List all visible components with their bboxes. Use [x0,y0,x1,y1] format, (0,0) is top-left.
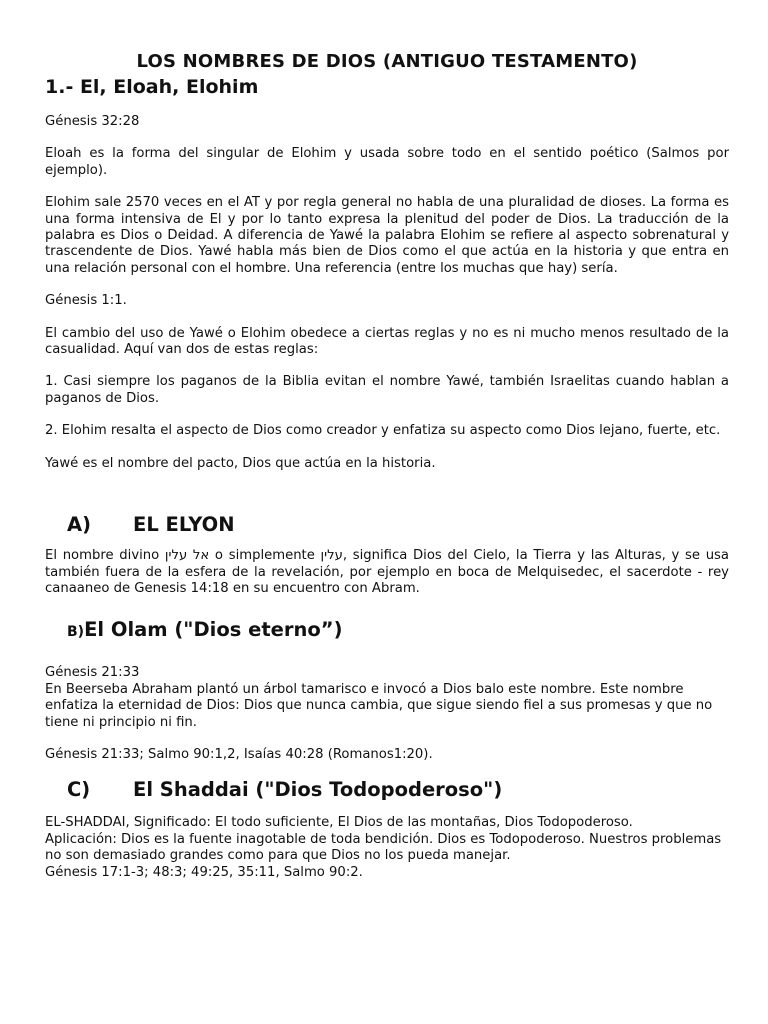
section-c-title: El Shaddai ("Dios Todopoderoso") [133,778,503,802]
section-a-title: EL ELYON [133,513,235,537]
paragraph-yawe-pacto: Yawé es el nombre del pacto, Dios que actúa en la historia. [45,455,436,471]
section-c-line: Génesis 17:1-3; 48:3; 49:25, 35:11, Salmo 90:2. [45,864,363,880]
section-b-line: Génesis 21:33 [45,665,140,681]
paragraph-rules-intro: El cambio del uso de Yawé o Elohim obedece a ciertas reglas y no es ni mucho menos resultado de la casualidad. Aquí van dos de estas reglas: [45,325,729,358]
section-b-title: El Olam ("Dios eterno”) [84,618,343,642]
paragraph-el-elyon: El nombre divino אל עלין o simplemente עלין, significa Dios del Cielo, la Tierra y las Alturas, y se usa también fuera de la esfera de la revelación, por ejemplo en boca de Melquisedec, el sacerdote - rey canaaneo de Genesis 14:18 en su encuentro con Abram. [45,548,730,596]
document-title: LOS NOMBRES DE DIOS (ANTIGUO TESTAMENTO) [136,51,638,72]
section-a-heading [45,512,729,538]
section-b-reference: Génesis 21:33; Salmo 90:1,2, Isaías 40:28 (Romanos1:20). [45,746,433,762]
paragraph-rule-2: 2. Elohim resalta el aspecto de Dios como creador y enfatiza su aspecto como Dios lejano, fuerte, etc. [45,423,721,439]
section-b-heading [45,617,729,645]
section-c-line: Aplicación: Dios es la fuente inagotable de toda bendición. Dios es Todopoderoso. Nuestros problemas no son demasiado grandes como para que Dios no los pueda manejar. [45,831,722,864]
section-b-body [45,665,729,731]
section-c-line: EL-SHADDAI, Significado: El todo suficiente, El Dios de las montañas, Dios Todopoderoso. [45,815,633,831]
section-c-letter: C) [67,778,91,802]
paragraph-elohim: Elohim sale 2570 veces en el AT y por regla general no habla de una pluralidad de dioses. La forma es una forma intensiva de El y por lo tanto expresa la plenitud del poder de Dios. La traducción de la palabra es Dios o Deidad. A diferencia de Yawé la palabra Elohim se refiere al aspecto sobrenatural y trascendente de Dios. Yawé habla más bien de Dios como el que actúa en la historia y que entra en una relación personal con el hombre. Una referencia (entre los muchas que hay) sería. [45,195,729,276]
paragraph-rule-1: 1. Casi siempre los paganos de la Biblia evitan el nombre Yawé, también Israelitas cuando hablan a paganos de Dios. [45,374,729,406]
paragraph-eloah: Eloah es la forma del singular de Elohim y usada sobre todo en el sentido poético (Salmos por ejemplo). [45,146,729,178]
section-b-line: En Beerseba Abraham plantó un árbol tamarisco e invocó a Dios balo este nombre. Este nombre enfatiza la eternidad de Dios: Dios que nunca cambia, que sigue siendo fiel a sus promesas y que no tiene ni principio ni fin. [45,681,713,730]
section-c-heading [45,777,729,803]
section-c-body [45,815,729,881]
paragraph-genesis-1-1: Génesis 1:1. [45,293,127,309]
section-b-letter: B) [67,624,85,641]
section-1-heading: 1.- El, Eloah, Elohim [45,76,259,98]
section-a-letter: A) [67,513,92,537]
paragraph-genesis-32-28: Génesis 32:28 [45,114,140,129]
document-page [45,50,729,881]
